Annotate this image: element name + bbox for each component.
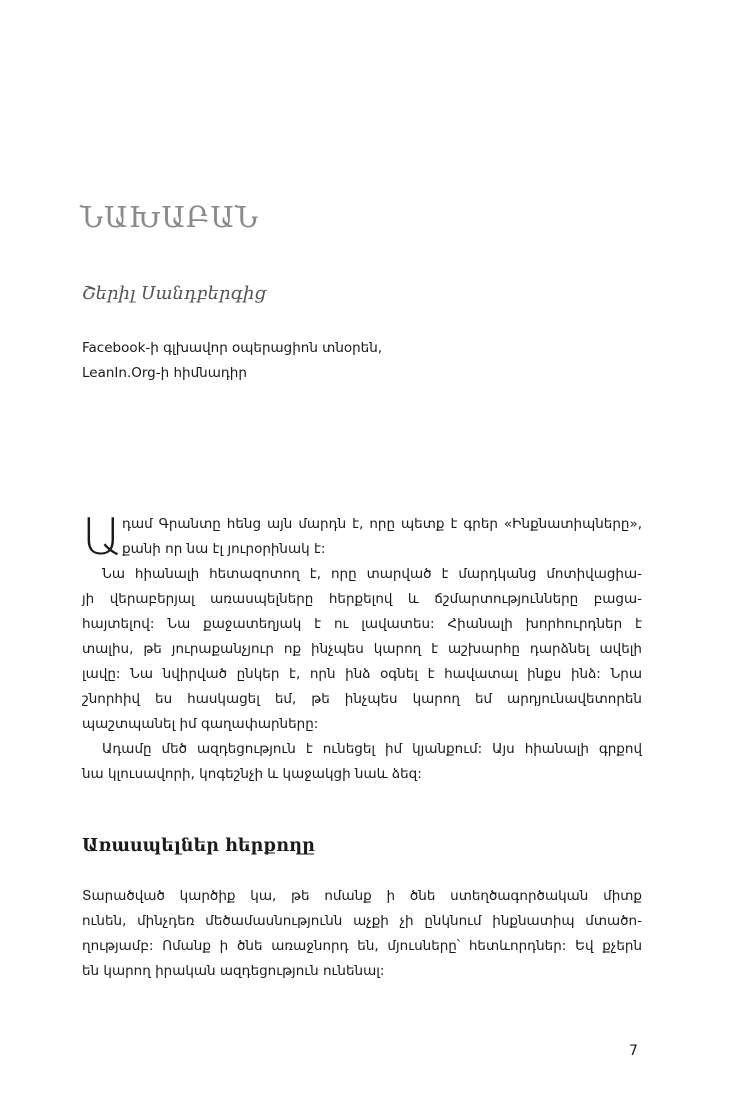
page-number: 7	[629, 1043, 638, 1059]
text-line: դամ Գրանտը հենց այն մարդն է, որը պետք է գրեր «Ինքնատիպները»,	[122, 516, 642, 532]
text-line: հայտելով: Նա քաջատեղյակ է ու լավատես: Հիանալի խորհուրդներ է	[82, 616, 642, 632]
text-line: նա կլուսավորի, կոգեշնչի և կաջակցի նաև ձեզ:	[82, 766, 422, 782]
text-line: ղությամբ: Ոմանք ի ծնե առաջնորդ են, մյուսները՝ հետևորդներ: Եվ քչերն	[82, 938, 642, 954]
section-heading: Առասպելներ հերքողը	[82, 836, 315, 856]
text-line: Ադամը մեծ ազդեցություն է ունեցել իմ կյանքում: Այս հիանալի գրքով	[102, 741, 642, 757]
text-line: են կարող իրական ազդեցություն ունենալ:	[82, 963, 385, 979]
text-line: Տարածված կարծիք կա, թե ոմանք ի ծնե ստեղծագործական միտք	[82, 888, 642, 904]
affiliation-line: LeanIn.Org-ի հիմնադիր	[82, 365, 247, 381]
text-line: ունեն, մինչդեռ մեծամասնությունն աչքի չի ընկնում ինքնատիպ մտածո-	[82, 913, 642, 929]
author-name: Շերիլ Սանդբերգից	[82, 283, 267, 304]
intro-paragraphs	[82, 508, 642, 787]
section-paragraph	[82, 884, 642, 984]
text-line: տալիս, թե յուրաքանչյուր ոք ինչպես կարող է աշխարհը դարձնել ավելի	[82, 641, 642, 657]
author-affiliation	[82, 336, 382, 386]
text-line: լավը: Նա նվիրված ընկեր է, որն ինձ օգնել է հավատալ ինքս ինձ: Նրա	[82, 666, 642, 682]
drop-cap: Ա	[82, 508, 122, 566]
text-line: յի վերաբերյալ առասպելները հերքելով և ճշմարտությունները բացա-	[82, 591, 642, 607]
text-line: քանի որ նա էլ յուրօրինակ է:	[122, 541, 326, 557]
text-line: պաշտպանել իմ գաղափարները:	[82, 716, 319, 732]
text-line: Նա հիանալի հետազոտող է, որը տարված է մարդկանց մոտիվացիա-	[102, 566, 642, 582]
chapter-title: ՆԱԽԱԲԱՆ	[80, 200, 259, 234]
text-line: շնորհիվ ես հասկացել եմ, թե ինչպես կարող եմ արդյունավետորեն	[82, 691, 642, 707]
affiliation-line: Facebook-ի գլխավոր օպերացիոն տնօրեն,	[82, 340, 383, 356]
